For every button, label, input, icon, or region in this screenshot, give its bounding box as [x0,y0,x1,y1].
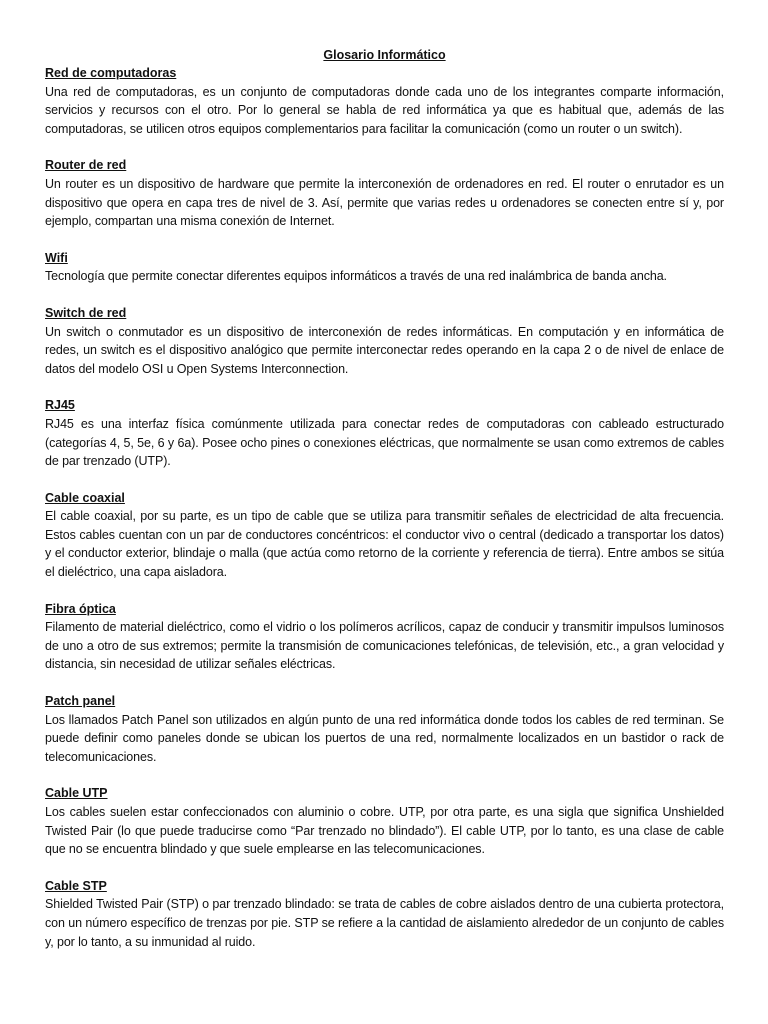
glossary-term: Fibra óptica [45,601,116,616]
glossary-definition: Tecnología que permite conectar diferentes equipos informáticos a través de una red inalámbrica de banda ancha. [45,269,667,284]
glossary-term: Wifi [45,250,68,265]
glossary-term: Red de computadoras [45,66,177,80]
glossary-definition: Un router es un dispositivo de hardware que permite la interconexión de ordenadores en red. El router o enrutador es un dispositivo que opera en capa tres de nivel de 3. Así, permite que varias redes u ordenadores se conecten entre sí y, por ejemplo, compartan una misma conexión de Internet. [45,176,724,229]
glossary-term: Cable STP [45,878,107,893]
glossary-term: Cable UTP [45,786,108,801]
glossary-entry [45,64,724,138]
glossary-definition: RJ45 es una interfaz física comúnmente utilizada para conectar redes de computadoras con cableado estructurado (categorías 4, 5, 5e, 6 y 6a). Posee ocho pines o conexiones eléctricas, que normalmente se usan como extremos de cables de par trenzado (UTP). [45,416,724,469]
glossary-definition: Un switch o conmutador es un dispositivo de interconexión de redes informáticas. En computación y en informática de redes, un switch es el dispositivo analógico que permite interconectar redes operando en la capa 2 o de nivel de enlace de datos del modelo OSI u Open Systems Interconnection. [45,324,724,376]
glossary-entry [45,489,724,582]
glossary-entry [45,249,724,286]
glossary-term: Cable coaxial [45,490,125,505]
glossary-definition: Los llamados Patch Panel son utilizados en algún punto de una red informática donde todos los cables de red terminan. Se puede definir como paneles donde se ubican los puertos de una red, normalmente localizados en un bastidor o rack de telecomunicaciones. [45,712,724,764]
glossary-definition: Shielded Twisted Pair (STP) o par trenzado blindado: se trata de cables de cobre aislados dentro de una cubierta protectora, con un número específico de trenzas por pie. STP se refiere a la cantidad de aislamiento alrededor de un conjunto de cables y, por lo tanto, a su inmunidad al ruido. [45,897,724,949]
glossary-entry [45,692,724,766]
document-title: Glosario Informático [323,48,446,62]
glossary-term: RJ45 [45,398,75,413]
glossary-entry [45,877,724,951]
glossary-entry [45,156,724,230]
glossary-definition: El cable coaxial, por su parte, es un tipo de cable que se utiliza para transmitir señales de electricidad de alta frecuencia. Estos cables cuentan con un par de conductores concéntricos: el conductor vivo o central (dedicado a transportar los datos) y el conductor exterior, blindaje o malla (que actúa como retorno de la corriente y referencia de tierra). Entre ambos se sitúa el dieléctrico, una capa aisladora. [45,509,724,580]
glossary-entry [45,784,724,858]
glossary-entry [45,304,724,378]
glossary-definition: Filamento de material dieléctrico, como el vidrio o los polímeros acrílicos, capaz de conducir y transmitir impulsos luminosos de uno a otro de sus extremos; permite la transmisión de comunicaciones telefónicas, de televisión, etc., a gran velocidad y distancia, sin necesidad de utilizar señales eléctricas. [45,620,724,672]
glossary-entry [45,396,724,470]
glossary-term: Patch panel [45,694,116,709]
document-page [45,46,724,969]
glossary-term: Router de red [45,158,127,173]
glossary-term: Switch de red [45,305,127,320]
glossary-entry [45,600,724,674]
glossary-definition: Los cables suelen estar confeccionados con aluminio o cobre. UTP, por otra parte, es una sigla que significa Unshielded Twisted Pair (lo que puede traducirse como “Par trenzado no blindado”). El cable UTP, por lo tanto, es una clase de cable que no se encuentra blindado y que suele emplearse en las telecomunicaciones. [45,805,724,857]
glossary-definition: Una red de computadoras, es un conjunto de computadoras donde cada uno de los integrantes comparte información, servicios y recursos con el otro. Por lo general se habla de red informática ya que es habitual que, además de las computadoras, se utilicen otros equipos complementarios para facilitar la comunicación (como un router o un switch). [45,84,724,136]
